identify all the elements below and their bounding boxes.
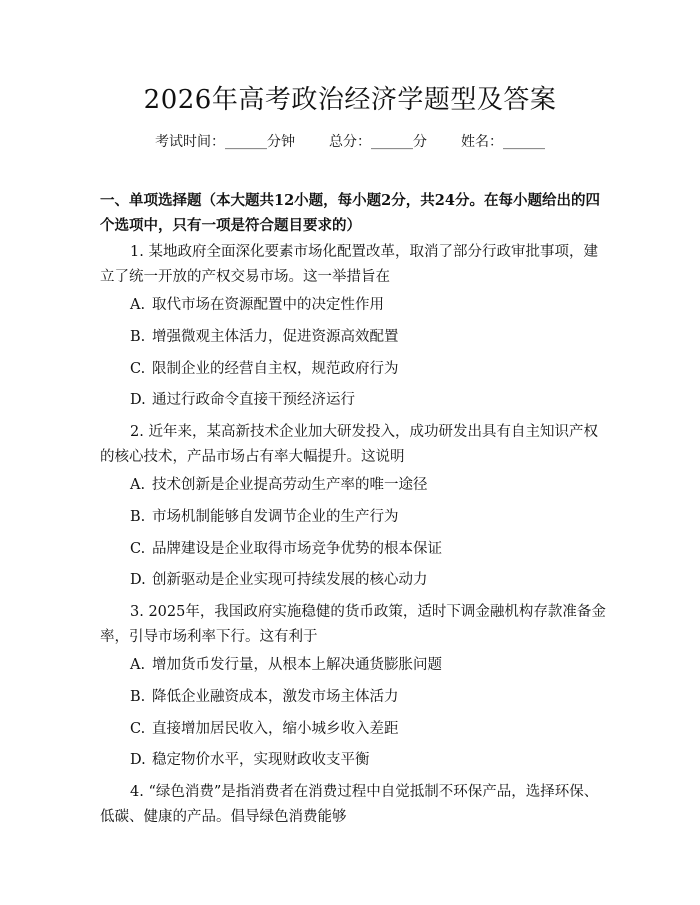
option-text: 取代市场在资源配置中的决定性作用 [152, 297, 384, 313]
question-2-option-c [130, 538, 610, 560]
option-key: A. [130, 297, 146, 313]
question-3-option-b [130, 686, 610, 708]
total-score-field: 总分：______分 [329, 134, 427, 150]
option-key: A. [130, 657, 146, 673]
question-3-option-d [130, 749, 610, 771]
page-title: 2026年高考政治经济学题型及答案 [143, 85, 557, 115]
option-text: 创新驱动是企业实现可持续发展的核心动力 [152, 572, 428, 588]
option-text: 通过行政命令直接干预经济运行 [152, 392, 355, 408]
option-key: D. [130, 752, 146, 768]
option-key: B. [130, 329, 146, 345]
question-2-option-d [130, 569, 610, 591]
question-2-stem: 2. 近年来，某高新技术企业加大研发投入，成功研发出具有自主知识产权的核心技术，产品市场占有率大幅提升。这说明 [100, 424, 598, 465]
question-2-option-b [130, 506, 610, 528]
option-text: 增加货币发行量，从根本上解决通货膨胀问题 [152, 657, 442, 673]
option-text: 稳定物价水平，实现财政收支平衡 [152, 752, 370, 768]
question-1-option-b [130, 326, 610, 348]
option-text: 品牌建设是企业取得市场竞争优势的根本保证 [152, 541, 442, 557]
option-key: D. [130, 572, 146, 588]
option-text: 限制企业的经营自主权，规范政府行为 [152, 361, 399, 377]
option-key: A. [130, 477, 146, 493]
option-text: 增强微观主体活力，促进资源高效配置 [152, 329, 399, 345]
question-4-stem: 4. “绿色消费”是指消费者在消费过程中自觉抵制不环保产品，选择环保、低碳、健康的产品。倡导绿色消费能够 [100, 784, 599, 825]
option-key: C. [130, 721, 146, 737]
exam-meta [0, 131, 700, 153]
option-key: C. [130, 541, 146, 557]
option-key: C. [130, 361, 146, 377]
option-text: 直接增加居民收入，缩小城乡收入差距 [152, 721, 399, 737]
question-3-option-c [130, 718, 610, 740]
option-key: B. [130, 689, 146, 705]
question-1-stem: 1. 某地政府全面深化要素市场化配置改革，取消了部分行政审批事项，建立了统一开放的产权交易市场。这一举措旨在 [100, 244, 598, 285]
question-3-stem: 3. 2025年，我国政府实施稳健的货币政策，适时下调金融机构存款准备金率，引导市场利率下行。这有利于 [100, 604, 606, 645]
option-text: 市场机制能够自发调节企业的生产行为 [152, 509, 399, 525]
option-text: 技术创新是企业提高劳动生产率的唯一途径 [152, 477, 428, 493]
question-2-option-a [130, 474, 610, 496]
section-heading: 一、单项选择题（本大题共12小题，每小题2分，共24分。在每小题给出的四个选项中，只有一项是符合题目要求的） [100, 192, 600, 234]
question-1-option-c [130, 358, 610, 380]
option-key: B. [130, 509, 146, 525]
question-1-option-a [130, 294, 610, 316]
option-key: D. [130, 392, 146, 408]
option-text: 降低企业融资成本，激发市场主体活力 [152, 689, 399, 705]
question-1-option-d [130, 389, 610, 411]
question-3-option-a [130, 654, 610, 676]
exam-time-field: 考试时间：______分钟 [155, 134, 295, 150]
student-name-field: 姓名：______ [461, 134, 545, 150]
